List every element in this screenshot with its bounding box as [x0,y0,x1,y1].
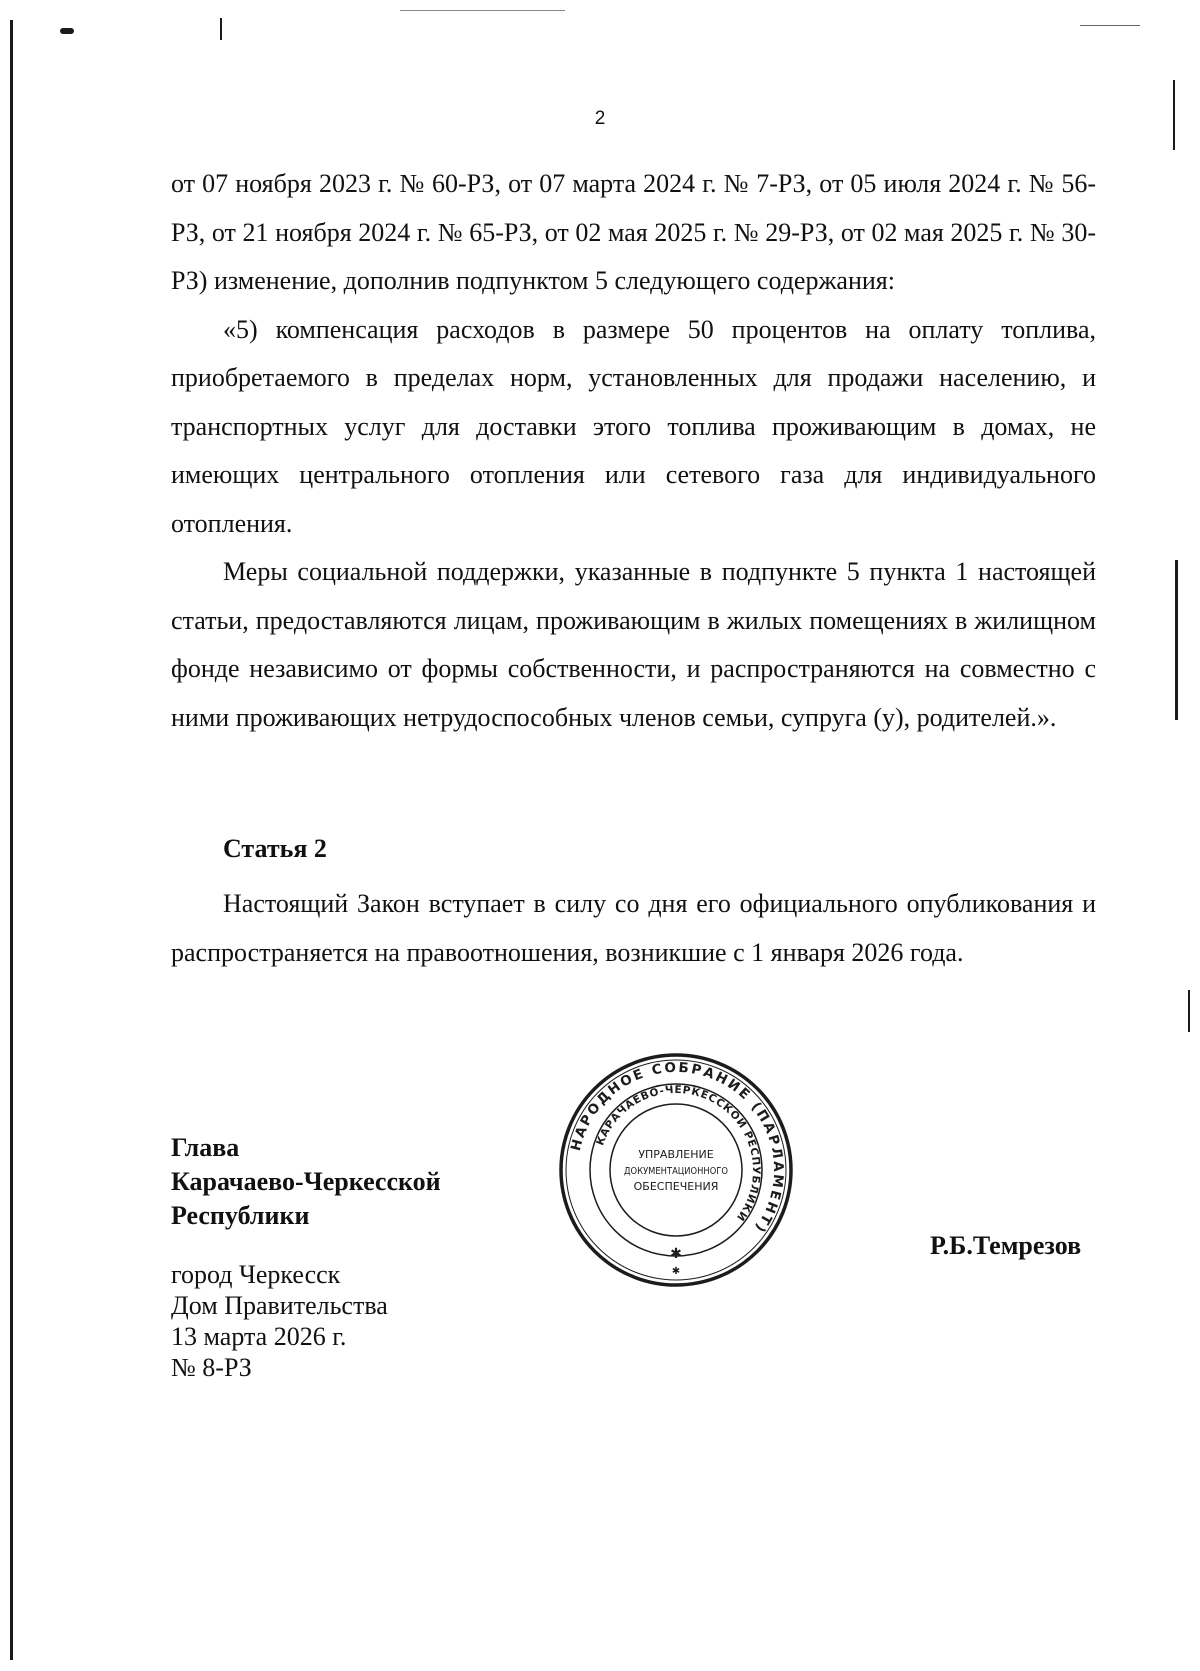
paragraph-effective-date: Настоящий Закон вступает в силу со дня его официального опубликования и распространяется на правоотношения, возникшие с 1 января 2026 года. [171,889,1096,967]
stamp-center-line: УПРАВЛЕНИЕ [638,1148,714,1161]
paragraph-support-measures: Меры социальной поддержки, указанные в подпункте 5 пункта 1 настоящей статьи, предоставляются лицам, проживающим в жилых помещениях в жилищном фонде независимо от формы собственности, и распространяются на совместно с ними проживающих нетрудоспособных членов семьи, супруга (у), родителей.». [171,557,1096,732]
stamp-star-icon: ✱ [670,1246,682,1262]
page-number: 2 [594,108,606,129]
place-date: 13 марта 2026 г. [171,1322,347,1351]
stamp-outer-text: НАРОДНОЕ СОБРАНИЕ (ПАРЛАМЕНТ) [567,1059,787,1237]
article-text [171,880,1096,977]
scan-edge-left [10,20,13,1660]
scan-line-top [400,10,565,11]
article-title: Статья 2 [223,834,327,863]
place-number: № 8-РЗ [171,1353,252,1382]
signer-title [171,1131,441,1233]
scan-edge-right-2 [1175,560,1178,720]
paragraph-subpoint-5: «5) компенсация расходов в размере 50 процентов на оплату топлива, приобретаемого в пределах норм, установленных для продажи населению, и транспортных услуг для доставки этого топлива проживающим в домах, не имеющих центрального отопления или сетевого газа для индивидуального отопления. [171,314,1096,538]
scan-line-top-right [1080,25,1140,26]
stamp-inner-text: КАРАЧАЕВО-ЧЕРКЕССКОЙ РЕСПУБЛИКИ [594,1083,763,1224]
place-info [171,1259,388,1383]
signer-title-line: Глава [171,1133,240,1162]
stamp-center-line: ДОКУМЕНТАЦИОННОГО [624,1166,729,1177]
stamp-star-icon: ✱ [671,1266,681,1277]
paragraph-amendment: от 07 ноября 2023 г. № 60-РЗ, от 07 марта 2024 г. № 7-РЗ, от 05 июля 2024 г. № 56-РЗ, от 21 ноября 2024 г. № 65-РЗ, от 02 мая 2025 г. № 29-РЗ, от 02 мая 2025 г. № 30-РЗ) изменение, дополнив подпунктом 5 следующего содержания: [171,169,1096,295]
place-city: город Черкесск [171,1260,341,1289]
official-seal-stamp [558,1052,794,1288]
scan-edge-right-3 [1188,990,1190,1032]
scan-mark-top-left [60,28,74,34]
stamp-center-line: ОБЕСПЕЧЕНИЯ [633,1180,719,1193]
place-building: Дом Правительства [171,1291,388,1320]
body-text [171,160,1096,742]
scan-mark-top [220,18,222,40]
signer-title-line: Республики [171,1201,310,1230]
signer-name: Р.Б.Темрезов [930,1231,1082,1260]
signer-title-line: Карачаево-Черкесской [171,1167,441,1196]
